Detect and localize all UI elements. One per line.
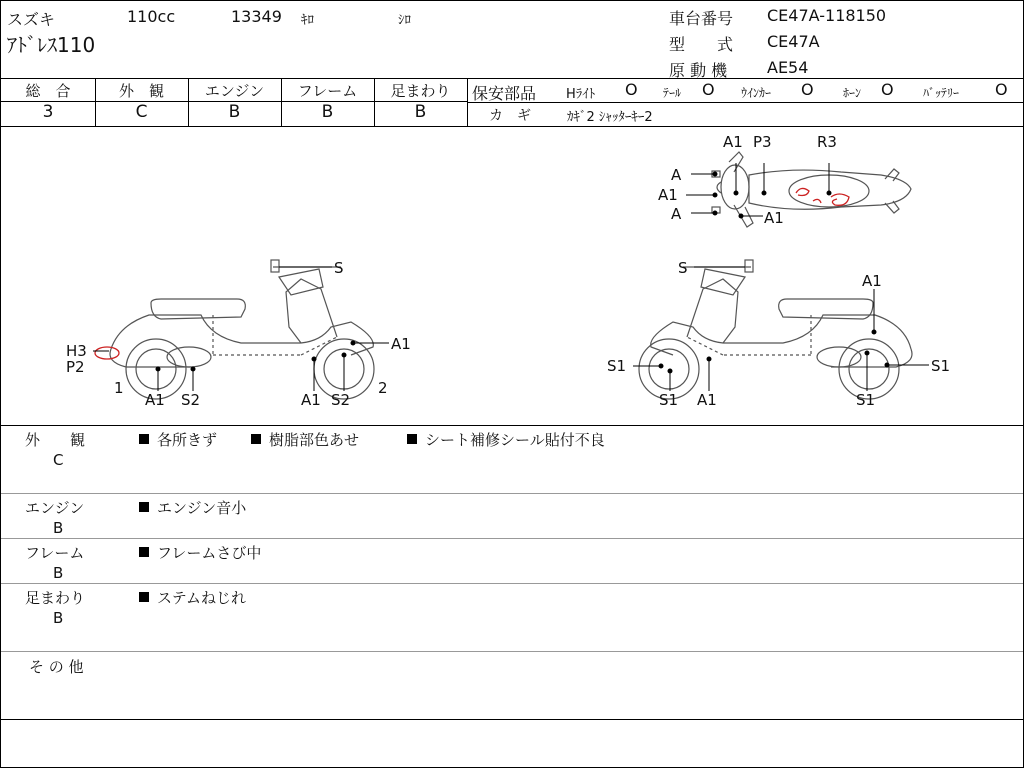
bullet-icon xyxy=(139,434,149,444)
engine-code: AE54 xyxy=(767,58,809,77)
diagram-label: A1 xyxy=(301,391,321,409)
mileage-unit: ｷﾛ xyxy=(301,13,314,28)
safety-item-winker: ｳｲﾝｶｰ xyxy=(741,86,772,100)
bullet-icon xyxy=(251,434,261,444)
scooter-left-view xyxy=(110,260,374,399)
displacement: 110cc xyxy=(127,7,176,26)
comment-row: 樹脂部色あせ xyxy=(251,429,359,450)
diagram-label: A xyxy=(671,205,682,223)
grade-label-suspension: 足まわり xyxy=(390,82,451,100)
damage-marks xyxy=(95,188,849,359)
grade-label-exterior: 外 観 xyxy=(118,82,164,100)
color: ｼﾛ xyxy=(398,13,411,28)
divider xyxy=(1,651,1023,652)
comment-row: ステムねじれ xyxy=(139,587,246,608)
comment-category-engine: エンジン xyxy=(25,499,85,517)
bullet-icon xyxy=(139,547,149,557)
diagram-label: H3 xyxy=(66,342,87,360)
safety-item-headlight: Hﾗｲﾄ xyxy=(566,87,596,102)
diagram-label: A1 xyxy=(391,335,411,353)
divider xyxy=(467,102,1023,103)
diagram-label: S2 xyxy=(331,391,351,409)
diagram-label: S2 xyxy=(181,391,201,409)
diagram-label: S1 xyxy=(931,357,951,375)
diagram-label: 1 xyxy=(114,379,124,397)
safety-label: 保安部品 xyxy=(472,84,537,103)
bullet-icon xyxy=(139,592,149,602)
maker: スズキ xyxy=(7,10,56,29)
damage-diagram xyxy=(1,127,1023,425)
diagram-label: S xyxy=(678,259,688,277)
safety-item-tail: ﾃｰﾙ xyxy=(663,86,682,100)
comment-grade-suspension: B xyxy=(53,609,64,627)
divider xyxy=(1,538,1023,539)
diagram-label: P2 xyxy=(66,358,85,376)
bullet-icon xyxy=(407,434,417,444)
safety-mark-horn: O xyxy=(881,80,894,99)
comment-category-frame: フレーム xyxy=(25,544,85,562)
divider xyxy=(1,719,1023,720)
safety-mark-tail: O xyxy=(702,80,715,99)
diagram-label: A1 xyxy=(145,391,165,409)
divider xyxy=(1,583,1023,584)
diagram-label: A1 xyxy=(658,186,678,204)
divider xyxy=(1,425,1023,426)
diagram-label: A1 xyxy=(862,272,882,290)
grade-label-frame: フレーム xyxy=(297,82,358,100)
frame-no-label: 車台番号 xyxy=(669,9,734,28)
diagram-label: A1 xyxy=(764,209,784,227)
comment-category-other: そ の 他 xyxy=(29,658,84,676)
model-label: 型 式 xyxy=(669,35,734,54)
grade-label-overall: 総 合 xyxy=(25,82,71,100)
mileage: 13349 xyxy=(231,7,282,26)
diagram-label: A1 xyxy=(723,133,743,151)
comment-grade-frame: B xyxy=(53,564,64,582)
safety-item-horn: ﾎｰﾝ xyxy=(843,86,862,100)
diagram-label: S1 xyxy=(856,391,876,409)
diagram-label: S1 xyxy=(659,391,679,409)
safety-mark-battery: O xyxy=(995,80,1008,99)
key-value: ｶｷﾞ2 ｼｬｯﾀｰｷｰ2 xyxy=(567,110,653,125)
comment-row: エンジン音小 xyxy=(139,497,246,518)
grade-value-exterior: C xyxy=(135,102,148,122)
grade-value-suspension: B xyxy=(414,102,427,122)
bullet-icon xyxy=(139,502,149,512)
divider xyxy=(1,78,1023,79)
grade-value-frame: B xyxy=(321,102,334,122)
safety-mark-headlight: O xyxy=(625,80,638,99)
comment-category-exterior: 外 観 xyxy=(25,431,86,449)
comment-category-suspension: 足まわり xyxy=(25,589,86,607)
model-code: CE47A xyxy=(767,32,820,51)
diagram-label: 2 xyxy=(378,379,388,397)
comment-row: シート補修シール貼付不良 xyxy=(407,429,605,450)
comment-grade-engine: B xyxy=(53,519,64,537)
diagram-label: R3 xyxy=(817,133,837,151)
diagram-label: S xyxy=(334,259,344,277)
diagram-label: A xyxy=(671,166,682,184)
grade-value-overall: 3 xyxy=(42,102,54,122)
diagram-label: A1 xyxy=(697,391,717,409)
grade-label-engine: エンジン xyxy=(204,82,265,100)
safety-item-battery: ﾊﾞｯﾃﾘｰ xyxy=(923,86,960,100)
safety-mark-winker: O xyxy=(801,80,814,99)
diagram-label-group xyxy=(66,133,950,409)
model-name: ｱﾄﾞﾚｽ110 xyxy=(7,33,96,57)
key-label: カ ギ xyxy=(489,108,531,124)
diagram-label: S1 xyxy=(607,357,627,375)
frame-no: CE47A-118150 xyxy=(767,6,887,25)
grade-value-engine: B xyxy=(228,102,241,122)
engine-label: 原 動 機 xyxy=(669,61,728,80)
diagram-label: P3 xyxy=(753,133,772,151)
divider xyxy=(1,493,1023,494)
comment-grade-exterior: C xyxy=(53,451,64,469)
comment-row: フレームさび中 xyxy=(139,542,261,563)
comment-row: 各所きず xyxy=(139,429,217,450)
